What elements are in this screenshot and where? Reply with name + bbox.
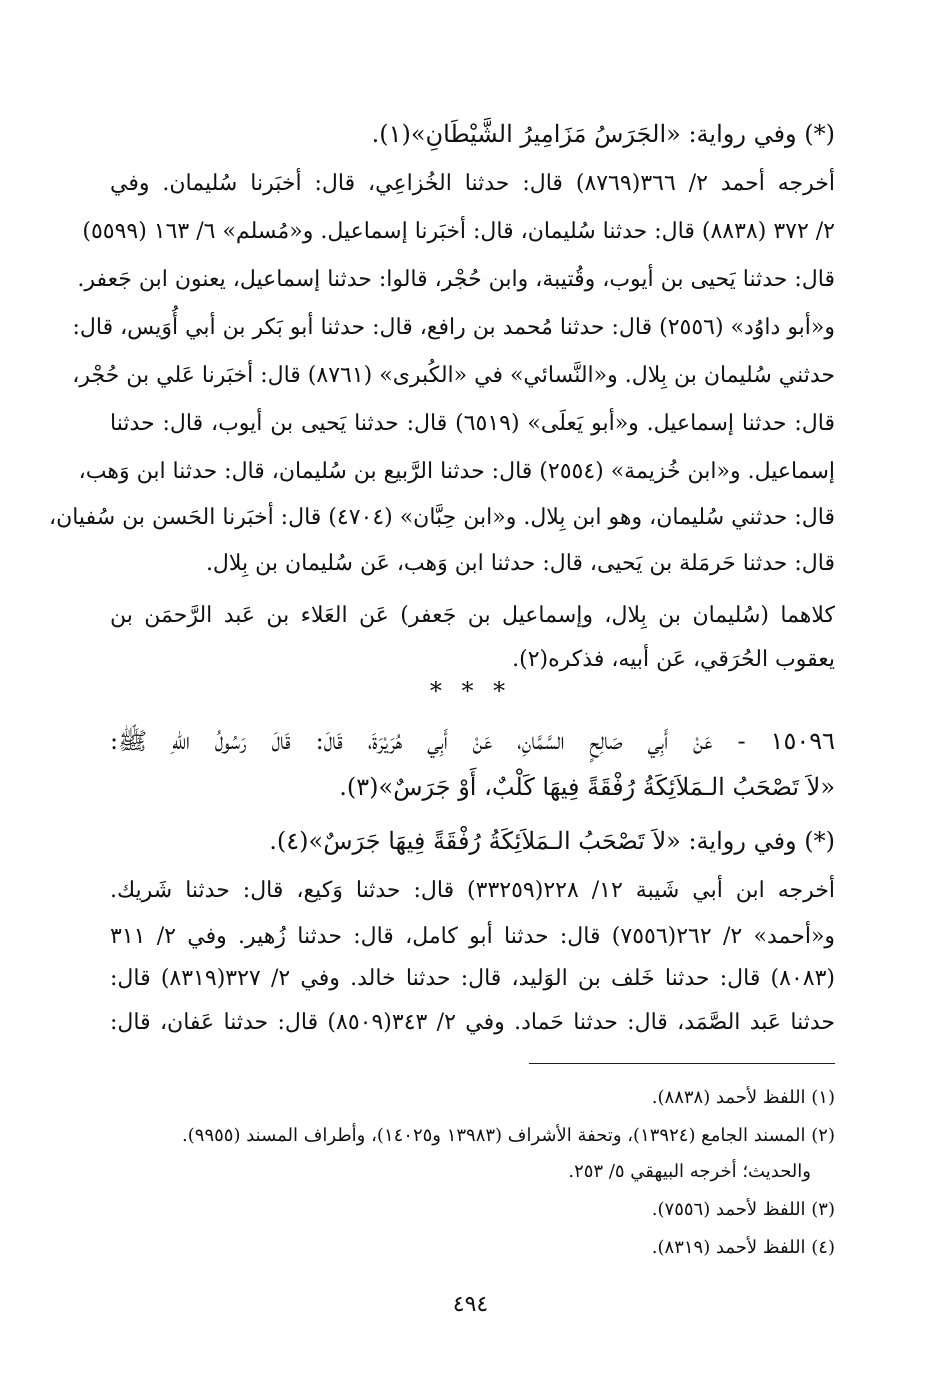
- takhrij-line: قال: حدثنا حَرمَلة بن يَحيى، قال: حدثنا ابن وَهب، عَن سُليمان بن بِلال.: [205, 551, 835, 576]
- takhrij-line: (٨٠٨٣) قال: حدثنا خَلف بن الوَليد، قال: حدثنا خالد. وفي ٢/ ٣٢٧(٨٣١٩) قال:: [110, 966, 835, 991]
- takhrij-line: و«أحمد» ٢/ ٢٦٢(٧٥٥٦) قال: حدثنا أبو كامل، قال: حدثنا زُهير. وفي ٢/ ٣١١: [110, 924, 836, 949]
- takhrij-line: حدثنا عَبد الصَّمَد، قال: حدثنا حَماد. وفي ٢/ ٣٤٣(٨٥٠٩) قال: حدثنا عَفان، قال:: [110, 1010, 836, 1035]
- footnote: (١) اللفظ لأحمد (٨٨٣٨).: [651, 1087, 835, 1108]
- section-separator: * * *: [429, 677, 512, 705]
- takhrij-line: حدثني سُليمان بن بِلال. و«النَّسائي» في «الكُبرى» (٨٧٦١) قال: أخبَرنا عَلي بن حُجْر،: [72, 363, 835, 388]
- page-number: ٤٩٤: [452, 1292, 489, 1317]
- takhrij-line: قال: حدثنا إسماعيل. و«أبو يَعلَى» (٦٥١٩) قال: حدثنا يَحيى بن أيوب، قال: حدثنا: [110, 411, 836, 436]
- narration-variant-line: (*) وفي رواية: «الجَرَسُ مَزَامِيرُ الشَّيْطَانِ»(١).: [371, 120, 835, 148]
- chain-summary-line: كلاهما (سُليمان بن بِلال، وإسماعيل بن جَعفر) عَن العَلاء بن عَبد الرَّحمَن بن: [110, 603, 835, 628]
- takhrij-line: ٢/ ٣٧٢ (٨٨٣٨) قال: حدثنا سُليمان، قال: أخبَرنا إسماعيل. و«مُسلم» ٦/ ١٦٣ (٥٥٩٩): [82, 219, 835, 244]
- takhrij-line: قال: حدثنا يَحيى بن أيوب، وقُتيبة، وابن حُجْر، قالوا: حدثنا إسماعيل، يعنون ابن جَعفر.: [77, 267, 835, 292]
- hadith-heading-line: ١٥٠٩٦ - عَنْ أَبِي صَالِحٍ السَّمَّانِ، عَنْ أَبِي هُرَيْرَةَ، قَالَ: قَالَ رَسُولُ اللهِ ﷺ:: [110, 727, 835, 755]
- footnote-divider: [529, 1063, 835, 1064]
- hadith-text-line: «لاَ تَصْحَبُ الـمَلاَئِكَةُ رُفْقَةً فِيهَا كَلْبٌ، أَوْ جَرَسٌ»(٣).: [339, 773, 835, 801]
- footnote: (٣) اللفظ لأحمد (٧٥٥٦).: [651, 1199, 835, 1220]
- footnote-continuation: والحديث؛ أخرجه البيهقي ٥/ ٢٥٣.: [568, 1161, 811, 1182]
- takhrij-line: قال: حدثني سُليمان، وهو ابن بِلال. و«ابن حِبَّان» (٤٧٠٤) قال: أخبَرنا الحَسن بن سُفيان،: [48, 505, 835, 530]
- takhrij-line: أخرجه أحمد ٢/ ٣٦٦(٨٧٦٩) قال: حدثنا الخُزاعِي، قال: أخبَرنا سُليمان. وفي: [110, 171, 836, 196]
- narration-variant-line: (*) وفي رواية: «لاَ تَصْحَبُ الـمَلاَئِكَةُ رُفْقَةً فِيهَا جَرَسٌ»(٤).: [269, 827, 835, 855]
- chain-summary-line: يعقوب الحُرَقي، عَن أبيه، فذكره(٢).: [512, 647, 835, 672]
- takhrij-line: أخرجه ابن أبي شَيبة ١٢/ ٢٢٨(٣٣٢٥٩) قال: حدثنا وَكيع، قال: حدثنا شَريك.: [110, 878, 835, 903]
- footnote: (٢) المسند الجامع (١٣٩٢٤)، وتحفة الأشراف (١٣٩٨٣ و١٤٠٢٥)، وأطراف المسند (٩٩٥٥).: [182, 1125, 835, 1146]
- takhrij-line: و«أبو داوُد» (٢٥٥٦) قال: حدثنا مُحمد بن رافع، قال: حدثنا أبو بَكر بن أبي أُوَيس، قال:: [72, 315, 835, 340]
- footnote: (٤) اللفظ لأحمد (٨٣١٩).: [651, 1237, 835, 1258]
- takhrij-line: إسماعيل. و«ابن خُزيمة» (٢٥٥٤) قال: حدثنا الرَّبيع بن سُليمان، قال: حدثنا ابن وَهب،: [78, 459, 835, 484]
